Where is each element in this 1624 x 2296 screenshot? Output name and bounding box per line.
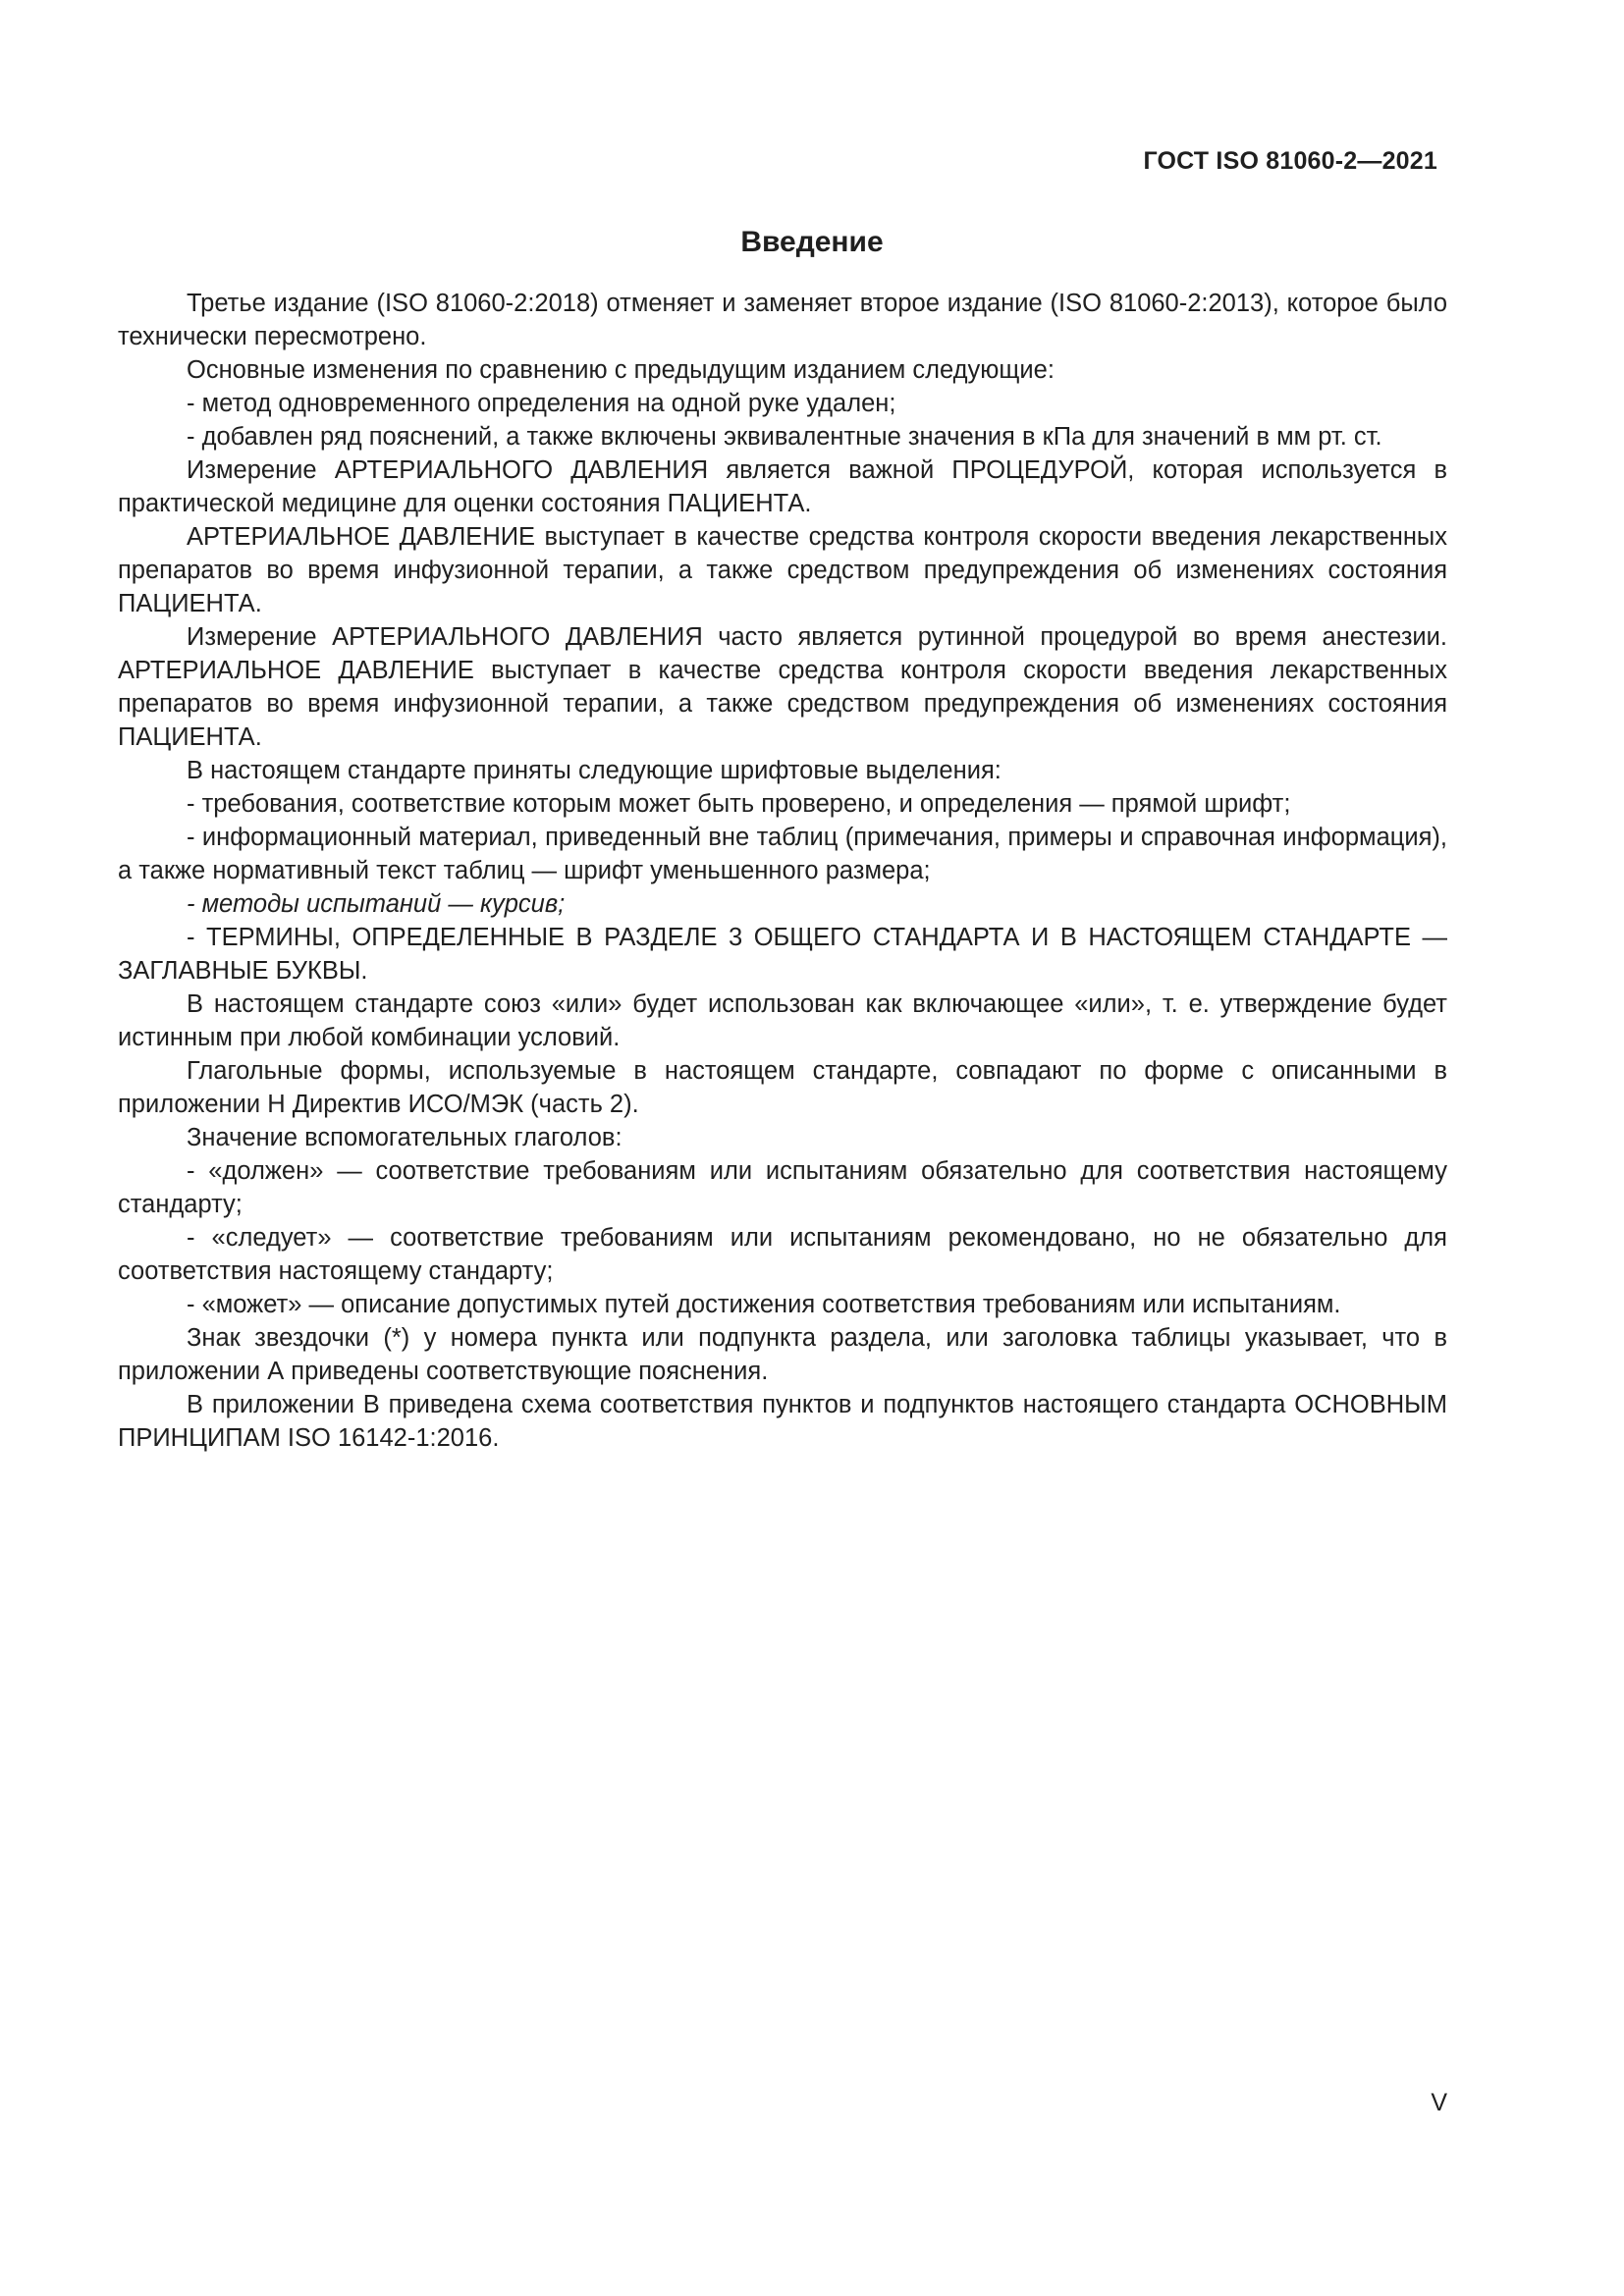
paragraph: Основные изменения по сравнению с предыдущим изданием следующие: [187, 356, 1055, 384]
list-item: - информационный материал, приведенный вне таблиц (примечания, примеры и справочная информация), а также нормативный текст таблиц — шрифт уменьшенного размера; [118, 824, 1447, 884]
paragraph: Измерение АРТЕРИАЛЬНОГО ДАВЛЕНИЯ часто является рутинной процедурой во время анестезии. АРТЕРИАЛЬНОЕ ДАВЛЕНИЕ выступает в качестве средства контроля скорости введения лекарственных препаратов во время инфузионной терапии, а также средством предупреждения об изменениях состояния ПАЦИЕНТА. [118, 623, 1447, 751]
list-item: - добавлен ряд пояснений, а также включены эквивалентные значения в кПа для значений в мм рт. ст. [187, 423, 1382, 451]
list-item: - ТЕРМИНЫ, ОПРЕДЕЛЕННЫЕ В РАЗДЕЛЕ 3 ОБЩЕГО СТАНДАРТА И В НАСТОЯЩЕМ СТАНДАРТЕ — ЗАГЛАВНЫЕ БУКВЫ. [118, 924, 1447, 985]
list-item: - «следует» — соответствие требованиям или испытаниям рекомендовано, но не обязательно для соответствия настоящему стандарту; [118, 1224, 1447, 1285]
paragraph: Глагольные формы, используемые в настоящем стандарте, совпадают по форме с описанными в приложении Н Директив ИСО/МЭК (часть 2). [118, 1057, 1447, 1118]
paragraph: Значение вспомогательных глаголов: [187, 1124, 623, 1151]
paragraph: Измерение АРТЕРИАЛЬНОГО ДАВЛЕНИЯ является важной ПРОЦЕДУРОЙ, которая используется в практической медицине для оценки состояния ПАЦИЕНТА. [118, 456, 1447, 517]
page-number: V [1431, 2089, 1447, 2116]
paragraph: В настоящем стандарте приняты следующие шрифтовые выделения: [187, 757, 1001, 784]
paragraph: В настоящем стандарте союз «или» будет использован как включающее «или», т. е. утверждение будет истинным при любой комбинации условий. [118, 990, 1447, 1051]
list-item: - «может» — описание допустимых путей достижения соответствия требованиям или испытаниям. [187, 1291, 1341, 1318]
document-code: ГОСТ ISO 81060-2—2021 [1143, 147, 1437, 175]
list-item: - «должен» — соответствие требованиям или испытаниям обязательно для соответствия настоящему стандарту; [118, 1157, 1447, 1218]
list-item: - требования, соответствие которым может быть проверено, и определения — прямой шрифт; [187, 790, 1291, 818]
paragraph: Знак звездочки (*) у номера пункта или подпункта раздела, или заголовка таблицы указывает, что в приложении А приведены соответствующие пояснения. [118, 1324, 1447, 1385]
paragraph: Третье издание (ISO 81060-2:2018) отменяет и заменяет второе издание (ISO 81060-2:2013), которое было технически пересмотрено. [118, 290, 1447, 350]
paragraph: В приложении В приведена схема соответствия пунктов и подпунктов настоящего стандарта ОСНОВНЫМ ПРИНЦИПАМ ISO 16142-1:2016. [118, 1391, 1447, 1452]
body-text [118, 287, 1447, 1455]
paragraph: АРТЕРИАЛЬНОЕ ДАВЛЕНИЕ выступает в качестве средства контроля скорости введения лекарственных препаратов во время инфузионной терапии, а также средством предупреждения об изменениях состояния ПАЦИЕНТА. [118, 523, 1447, 617]
list-item: - методы испытаний — курсив; [187, 890, 566, 918]
list-item: - метод одновременного определения на одной руке удален; [187, 390, 896, 417]
section-title: Введение [740, 226, 884, 258]
